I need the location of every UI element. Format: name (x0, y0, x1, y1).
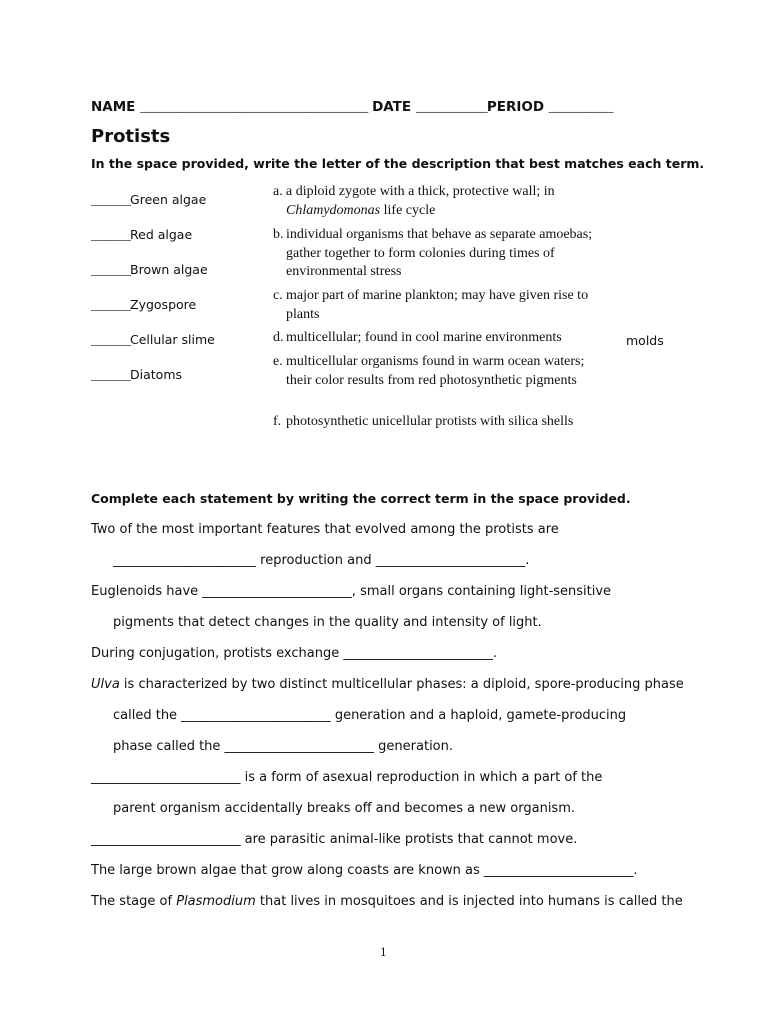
date-label: DATE (372, 99, 412, 115)
page-title: Protists (91, 126, 171, 147)
answer-blank[interactable]: ______ (91, 299, 131, 313)
description-letter: b. (273, 227, 284, 242)
answer-blank[interactable]: ______ (91, 264, 131, 278)
description-letter: e. (273, 354, 283, 369)
statement-line: pigments that detect changes in the quality and intensity of light. (113, 615, 542, 630)
description-item (273, 353, 613, 390)
name-field[interactable]: ________________________________ (140, 101, 368, 116)
term-row (91, 332, 215, 348)
description-italic: Chlamydomonas (286, 202, 381, 218)
statement-line: Two of the most important features that evolved among the protists are (91, 522, 559, 537)
description-text: a diploid zygote with a thick, protective wall; in (286, 184, 555, 199)
statement-line[interactable]: _______________________ is a form of asexual reproduction in which a part of the (91, 770, 603, 785)
term-row (91, 297, 196, 313)
statement-italic: Ulva (91, 677, 120, 692)
description-letter: f. (273, 414, 282, 429)
header-line (91, 99, 613, 116)
term-label: Brown algae (130, 262, 208, 277)
statement-line (91, 894, 683, 909)
term-row (91, 262, 208, 278)
statement-line: parent organism accidentally breaks off and becomes a new organism. (113, 801, 575, 816)
description-item (273, 226, 613, 282)
description-text: photosynthetic unicellular protists with silica shells (286, 414, 574, 429)
statement-italic: Plasmodium (176, 894, 256, 909)
term-label: Red algae (130, 227, 193, 242)
description-letter: a. (273, 184, 283, 199)
statement-line[interactable]: _______________________ are parasitic animal-like protists that cannot move. (91, 832, 578, 847)
description-item (273, 183, 613, 220)
statement-line[interactable]: Euglenoids have _______________________, small organs containing light-sensitive (91, 584, 612, 599)
date-field[interactable]: __________ (415, 101, 487, 116)
term-label: Zygospore (130, 297, 197, 312)
completion-instructions: Complete each statement by writing the correct term in the space provided. (91, 491, 631, 506)
description-item (273, 413, 613, 432)
molds-label: molds (626, 333, 664, 348)
statement-text-end: is characterized by two distinct multicellular phases: a diploid, spore-producing phase (119, 677, 684, 692)
answer-blank[interactable]: ______ (91, 194, 131, 208)
description-text: major part of marine plankton; may have given rise to plants (286, 288, 589, 322)
answer-blank[interactable]: ______ (91, 334, 131, 348)
description-text: multicellular; found in cool marine environments (286, 330, 562, 345)
description-text-end: life cycle (380, 202, 436, 218)
statement-line[interactable]: The large brown algae that grow along coasts are known as _______________________. (91, 863, 638, 878)
term-label: Cellular slime (130, 332, 215, 347)
statement-line[interactable]: ______________________ reproduction and _______________________. (113, 553, 530, 568)
term-label: Diatoms (130, 367, 183, 382)
description-text: multicellular organisms found in warm ocean waters; their color results from red photosynthetic pigments (286, 354, 585, 388)
description-letter: d. (273, 330, 284, 345)
description-item (273, 329, 613, 348)
period-field[interactable]: _________ (548, 101, 613, 116)
statement-line[interactable]: phase called the _______________________ generation. (113, 739, 454, 754)
term-row (91, 192, 206, 208)
term-row (91, 227, 192, 243)
statement-text-end: that lives in mosquitoes and is injected into humans is called the (255, 894, 683, 909)
statement-line[interactable]: called the _______________________ generation and a haploid, gamete-producing (113, 708, 627, 723)
matching-instructions: In the space provided, write the letter of the description that best matches each term. (91, 156, 705, 171)
page-number: 1 (380, 944, 387, 959)
name-label: NAME (91, 99, 136, 115)
description-item (273, 287, 613, 324)
description-text: individual organisms that behave as separate amoebas; gather together to form colonies during times of environmental stress (286, 227, 593, 279)
answer-blank[interactable]: ______ (91, 229, 131, 243)
statement-line (91, 677, 684, 692)
description-letter: c. (273, 288, 283, 303)
term-row (91, 367, 182, 383)
answer-blank[interactable]: ______ (91, 369, 131, 383)
statement-text: The stage of (91, 894, 177, 909)
statement-line[interactable]: During conjugation, protists exchange _______________________. (91, 646, 497, 661)
period-label: PERIOD (486, 99, 545, 115)
term-label: Green algae (130, 192, 207, 207)
